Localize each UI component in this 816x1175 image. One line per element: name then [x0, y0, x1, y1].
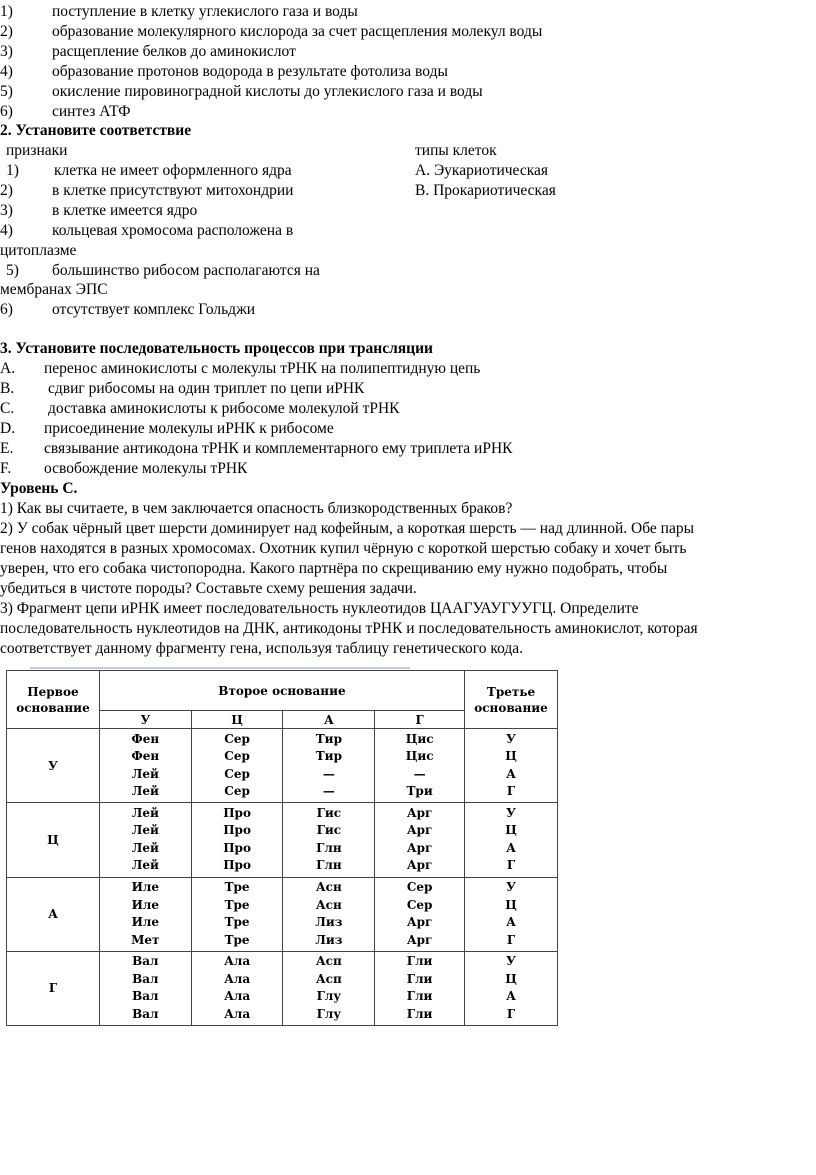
amino-acid: Сер — [224, 731, 250, 746]
feature-text: клетка не имеет оформленного ядра — [54, 162, 292, 179]
third-base: А — [506, 989, 516, 1004]
amino-acid: Сер — [224, 749, 250, 764]
amino-acid: Мет — [131, 932, 160, 947]
third-base-cell — [465, 729, 558, 803]
amino-acid: Арг — [406, 823, 433, 838]
feature-number: 4) — [0, 222, 13, 239]
amino-acid: Лей — [131, 858, 159, 873]
feature-text: в клетке имеется ядро — [52, 202, 198, 219]
header-line: основание — [16, 700, 90, 715]
amino-acid: Арг — [406, 932, 433, 947]
amino-acid-cell — [375, 951, 465, 1025]
header-line: основание — [474, 700, 548, 715]
third-base: У — [506, 805, 516, 820]
feature-text: в клетке присутствуют митохондрии — [52, 182, 294, 199]
amino-acid: Арг — [406, 840, 433, 855]
level-c-task-3-line: соответствует данному фрагменту гена, используя таблицу генетического кода. — [0, 640, 524, 657]
amino-acid: Асн — [315, 897, 342, 912]
option-number: 5) — [0, 83, 13, 100]
third-base: Ц — [505, 897, 517, 912]
amino-acid-cell — [375, 877, 465, 951]
option-number: 2) — [0, 23, 13, 40]
amino-acid: Иле — [131, 880, 160, 895]
amino-acid: Сер — [406, 880, 433, 895]
option-text: образование молекулярного кислорода за счет расщепления молекул воды — [52, 23, 543, 40]
amino-acid: Гли — [406, 1006, 433, 1021]
level-c-task-2-line: 2) У собак чёрный цвет шерсти доминирует над кофейным, а короткая шерсть — над длинной. Обе пары — [0, 520, 694, 537]
level-c-task-2-line: убедиться в чистоте породы? Составьте схему решения задачи. — [0, 580, 417, 597]
feature-text: большинство рибосом располагаются на — [52, 262, 320, 279]
amino-acid: Сер — [224, 784, 250, 799]
level-c-title: Уровень С. — [0, 480, 78, 497]
third-base: А — [506, 915, 516, 930]
codon-group-row — [7, 877, 558, 951]
second-base: Ц — [191, 711, 283, 729]
item-letter: E. — [0, 440, 14, 457]
third-base-cell — [465, 803, 558, 877]
second-base-header: Второе основание — [99, 671, 464, 711]
amino-acid: — — [322, 766, 335, 781]
feature-text: кольцевая хромосома расположена в — [52, 222, 294, 239]
amino-acid: Про — [223, 823, 251, 838]
amino-acid: Три — [406, 784, 433, 799]
third-base: А — [506, 766, 516, 781]
amino-acid: Тре — [224, 897, 250, 912]
amino-acid: Лей — [131, 840, 159, 855]
amino-acid: Вал — [132, 989, 159, 1004]
level-c-task-2-line: уверен, что его собака чистопородна. Какого партнёра по скрещиванию ему нужно подобрать, чтобы — [0, 560, 668, 577]
q2-left-header: признаки — [6, 142, 68, 159]
item-text: перенос аминокислоты с молекулы тРНК на полипептидную цепь — [44, 360, 481, 377]
amino-acid: Гли — [406, 989, 433, 1004]
amino-acid: Лиз — [315, 932, 343, 947]
amino-acid: Глн — [316, 840, 342, 855]
amino-acid: Иле — [131, 915, 160, 930]
second-base: А — [283, 711, 375, 729]
amino-acid-cell — [191, 803, 283, 877]
amino-acid: Лей — [131, 805, 159, 820]
amino-acid: Лиз — [315, 915, 343, 930]
item-text: сдвиг рибосомы на один триплет по цепи иРНК — [48, 380, 365, 397]
feature-number: 5) — [6, 262, 19, 279]
amino-acid: Тре — [224, 932, 250, 947]
amino-acid-cell — [191, 951, 283, 1025]
amino-acid: Сер — [406, 897, 433, 912]
level-c-task-1: 1) Как вы считаете, в чем заключается опасность близкородственных браков? — [0, 500, 513, 517]
third-base-cell — [465, 877, 558, 951]
amino-acid-cell — [283, 729, 375, 803]
option-text: образование протонов водорода в результате фотолиза воды — [52, 63, 448, 80]
amino-acid: — — [413, 766, 426, 781]
third-base: Ц — [505, 971, 517, 986]
amino-acid: Сер — [224, 766, 250, 781]
amino-acid: Глу — [316, 1006, 342, 1021]
item-text: освобождение молекулы тРНК — [44, 460, 248, 477]
amino-acid: Вал — [132, 1006, 159, 1021]
amino-acid: Тре — [224, 880, 250, 895]
amino-acid: Гли — [406, 954, 433, 969]
first-base: Ц — [7, 803, 100, 877]
amino-acid: Ала — [224, 989, 251, 1004]
third-base: Ц — [505, 823, 517, 838]
option-text: поступление в клетку углекислого газа и воды — [52, 3, 358, 20]
amino-acid: Глн — [316, 858, 342, 873]
amino-acid: Иле — [131, 897, 160, 912]
item-letter: F. — [0, 460, 12, 477]
amino-acid-cell — [191, 877, 283, 951]
third-base: Г — [506, 932, 516, 947]
option-text: расщепление белков до аминокислот — [52, 43, 296, 60]
amino-acid: Ала — [224, 1006, 251, 1021]
codon-table — [6, 670, 558, 1026]
third-base: Г — [506, 784, 516, 799]
amino-acid: Ала — [224, 971, 251, 986]
amino-acid: Вал — [132, 954, 159, 969]
amino-acid: Тир — [315, 749, 342, 764]
level-c-task-3-line: последовательность нуклеотидов на ДНК, антикодоны тРНК и последовательность аминокислот, которая — [0, 620, 698, 637]
third-base: Г — [506, 1006, 516, 1021]
third-base: А — [506, 840, 516, 855]
option-number: 4) — [0, 63, 13, 80]
item-text: доставка аминокислоты к рибосоме молекулой тРНК — [48, 400, 400, 417]
option-number: 1) — [0, 3, 13, 20]
table-top-rule — [30, 667, 410, 669]
amino-acid: Асн — [315, 880, 342, 895]
third-base: Г — [506, 858, 516, 873]
amino-acid: Лей — [131, 823, 159, 838]
amino-acid: Гис — [316, 805, 342, 820]
amino-acid: Лей — [131, 766, 159, 781]
codon-group-row — [7, 729, 558, 803]
amino-acid: Глу — [316, 989, 342, 1004]
option-text: окисление пировиноградной кислоты до углекислого газа и воды — [52, 83, 483, 100]
first-base: Г — [7, 951, 100, 1025]
third-base: У — [506, 731, 516, 746]
q2-type-eukaryotic: А. Эукариотическая — [415, 162, 549, 179]
item-letter: D. — [0, 420, 16, 437]
header-line: Первое — [27, 684, 79, 699]
third-base: У — [506, 880, 516, 895]
feature-number: 3) — [0, 202, 13, 219]
amino-acid: Цис — [405, 749, 434, 764]
amino-acid: Про — [223, 840, 251, 855]
level-c-task-2-line: генов находятся в разных хромосомах. Охотник купил чёрную с короткой шерстью собаку и хочет быть — [0, 540, 687, 557]
amino-acid-cell — [283, 951, 375, 1025]
q2-type-prokaryotic: В. Прокариотическая — [415, 182, 556, 199]
amino-acid: Тре — [224, 915, 250, 930]
item-letter: C. — [0, 400, 15, 417]
item-letter: A. — [0, 360, 16, 377]
feature-number: 1) — [6, 162, 19, 179]
amino-acid-cell — [99, 877, 191, 951]
amino-acid-cell — [375, 729, 465, 803]
first-base-header — [7, 671, 100, 729]
header-line: Третье — [486, 684, 536, 699]
first-base: У — [7, 729, 100, 803]
amino-acid-cell — [375, 803, 465, 877]
amino-acid: Про — [223, 805, 251, 820]
level-c-task-3-line: 3) Фрагмент цепи иРНК имеет последовательность нуклеотидов ЦААГУАУГУУГЦ. Определите — [0, 600, 639, 617]
amino-acid: Арг — [406, 805, 433, 820]
item-text: присоединение молекулы иРНК к рибосоме — [44, 420, 334, 437]
amino-acid: Ала — [224, 954, 251, 969]
q2-title: 2. Установите соответствие — [0, 122, 192, 139]
feature-number: 2) — [0, 182, 13, 199]
q2-feature-cont: цитоплазме — [0, 242, 77, 259]
amino-acid: Цис — [405, 731, 434, 746]
amino-acid: Лей — [131, 784, 159, 799]
item-letter: B. — [0, 380, 15, 397]
option-number: 3) — [0, 43, 13, 60]
amino-acid: Фен — [131, 749, 160, 764]
amino-acid: Гли — [406, 971, 433, 986]
amino-acid: Вал — [132, 971, 159, 986]
option-number: 6) — [0, 103, 13, 120]
third-base: Ц — [505, 749, 517, 764]
amino-acid: Асп — [315, 954, 342, 969]
item-text: связывание антикодона тРНК и комплементарного ему триплета иРНК — [44, 440, 513, 457]
amino-acid: Гис — [316, 823, 342, 838]
amino-acid: Арг — [406, 858, 433, 873]
amino-acid: Про — [223, 858, 251, 873]
codon-group-row — [7, 951, 558, 1025]
amino-acid-cell — [99, 951, 191, 1025]
amino-acid: Тир — [315, 731, 342, 746]
first-base: А — [7, 877, 100, 951]
second-base: Г — [375, 711, 465, 729]
third-base-header — [465, 671, 558, 729]
q2-right-header: типы клеток — [415, 142, 497, 159]
amino-acid: — — [322, 784, 335, 799]
third-base: У — [506, 954, 516, 969]
amino-acid-cell — [99, 803, 191, 877]
q3-title: 3. Установите последовательность процессов при трансляции — [0, 340, 433, 357]
option-text: синтез АТФ — [52, 103, 131, 120]
amino-acid-cell — [283, 877, 375, 951]
second-base: У — [99, 711, 191, 729]
amino-acid-cell — [99, 729, 191, 803]
amino-acid: Фен — [131, 731, 160, 746]
codon-group-row — [7, 803, 558, 877]
amino-acid: Асп — [315, 971, 342, 986]
third-base-cell — [465, 951, 558, 1025]
genetic-code-table — [6, 670, 558, 1026]
amino-acid-cell — [283, 803, 375, 877]
feature-number: 6) — [0, 301, 13, 318]
feature-text: отсутствует комплекс Гольджи — [52, 301, 256, 318]
amino-acid-cell — [191, 729, 283, 803]
q2-feature-cont: мембранах ЭПС — [0, 281, 108, 298]
amino-acid: Арг — [406, 915, 433, 930]
